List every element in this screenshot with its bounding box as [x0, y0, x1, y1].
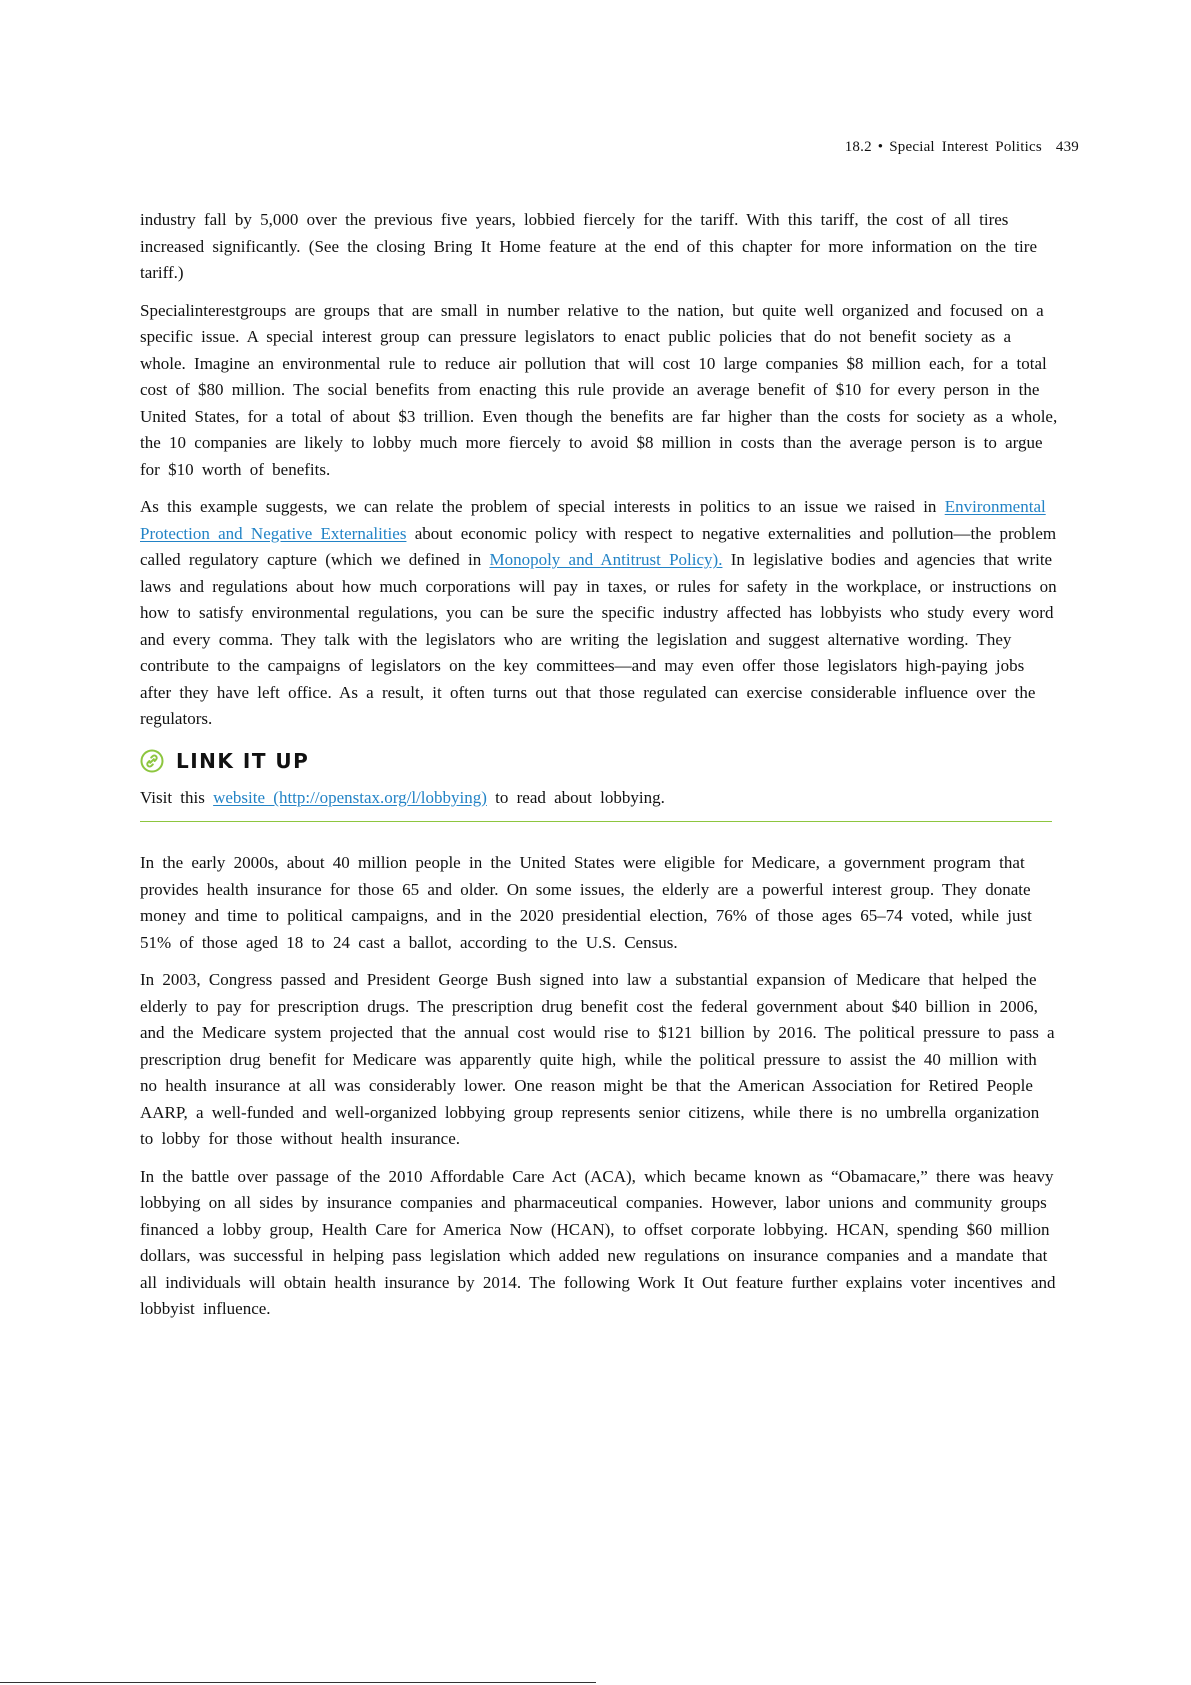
link-monopoly-antitrust[interactable]: Monopoly and Antitrust Policy). — [489, 550, 723, 569]
main-content — [140, 207, 1060, 1334]
paragraph-affordable-care-act: In the battle over passage of the 2010 Affordable Care Act (ACA), which became known as “Obamacare,” there was heavy lobbying on all sides by insurance companies and pharmaceutical companies. However, labor unions and community groups financed a lobby group, Health Care for America Now (HCAN), to offset corporate lobbying. HCAN, spending $60 million dollars, was successful in helping pass legislation which added new regulations on insurance companies and a mandate that all individuals will obtain health insurance by 2014. The following Work It Out feature further explains voter incentives and lobbyist influence. — [140, 1166, 1056, 1318]
link-environmental-protection[interactable]: Environmental Protection and Negative Externalities — [140, 497, 1046, 543]
paragraph-special-interest-groups: Specialinterestgroups are groups that are small in number relative to the nation, but quite well organized and focused on a specific issue. A special interest group can pressure legislators to enact public policies that do not benefit society as a whole. Imagine an environmental rule to reduce air pollution that will cost 10 large companies $8 million each, for a total cost of $80 million. The social benefits from enacting this rule provide an average benefit of $10 for every person in the United States, for a total of about $3 trillion. Even though the benefits are far higher than the costs for society as a whole, the 10 companies are likely to lobby much more fiercely to avoid $8 million in costs than the average person is to argue for $10 worth of benefits. — [140, 300, 1058, 479]
running-header — [845, 139, 1079, 156]
paragraph-medicare-eligibility: In the early 2000s, about 40 million people in the United States were eligible for Medicare, a government program that provides health insurance for those 65 and older. On some issues, the elderly are a powerful interest group. They donate money and time to political campaigns, and in the 2020 presidential election, 76% of those ages 65–74 voted, while just 51% of those aged 18 to 24 cast a ballot, according to the U.S. Census. — [140, 853, 1032, 952]
visit-text-after: to read about lobbying. — [486, 787, 665, 807]
link-icon — [140, 749, 164, 773]
link-it-up-title: LINK IT UP — [176, 748, 310, 773]
paragraph-text: about economic policy with respect to negative externalities and pollution—the problem called regulatory capture (which we defined in — [140, 523, 1057, 569]
paragraph-text: In legislative bodies and agencies that write laws and regulations about how much corporations will pay in taxes, or rules for safety in the workplace, or instructions on how to satisfy environmental regulations, you can be sure the specific industry affected has lobbyists who study every word and every comma. They talk with the legislators who are writing the legislation and suggest alternative wording. They contribute to the campaigns of legislators on the key committees—and may even offer those legislators high-paying jobs after they have left office. As a result, it often turns out that those regulated can exercise considerable influence over the regulators. — [140, 550, 1057, 728]
lobbying-website-link[interactable]: website (http://openstax.org/l/lobbying) — [213, 787, 487, 807]
paragraph-prescription-drugs: In 2003, Congress passed and President George Bush signed into law a substantial expansion of Medicare that helped the elderly to pay for prescription drugs. The prescription drug benefit cost the federal government about $40 billion in 2006, and the Medicare system projected that the annual cost would rise to $121 billion by 2016. The political pressure to pass a prescription drug benefit for Medicare was apparently quite high, while the political pressure to assist the 40 million with no health insurance at all was considerably lower. One reason might be that the American Association for Retired People AARP, a well-funded and well-organized lobbying group represents senior citizens, while there is no umbrella organization to lobby for those without health insurance. — [140, 970, 1055, 1148]
section-title: Special Interest Politics — [889, 139, 1042, 155]
paragraph-text: As this example suggests, we can relate the problem of special interests in politics to an issue we raised in — [140, 497, 945, 516]
feature-divider — [140, 821, 1052, 822]
link-it-up-body — [140, 785, 1060, 812]
paragraph-tire-tariff: industry fall by 5,000 over the previous five years, lobbied fiercely for the tariff. With this tariff, the cost of all tires increased significantly. (See the closing Bring It Home feature at the end of this chapter for more information on the tire tariff.) — [140, 210, 1037, 282]
footer-divider — [0, 1682, 596, 1683]
header-separator: • — [877, 139, 884, 155]
link-it-up-heading — [140, 747, 1060, 775]
page-number: 439 — [1055, 139, 1079, 155]
visit-text: Visit this — [140, 787, 214, 807]
section-number: 18.2 — [844, 139, 872, 155]
paragraph-regulatory-capture — [140, 494, 1060, 733]
